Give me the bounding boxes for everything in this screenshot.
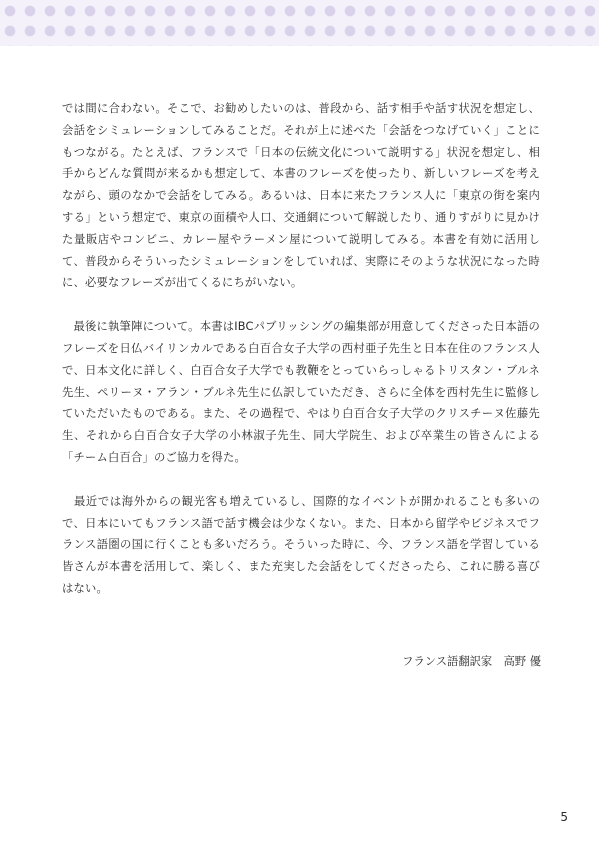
author-signature: フランス語翻訳家 高野 優 bbox=[402, 655, 541, 668]
page-number: 5 bbox=[560, 810, 568, 824]
paragraph-simulation: では間に合わない。そこで、お勧めしたいのは、普段から、話す相手や話す状況を想定し、会話をシミュレーションしてみることだ。それが上に述べた「会話をつなげていく」ことにもつながる。たとえば、フランスで「日本の伝統文化について説明する」状況を想定し、相手からどんな質問が来るかも想定して、本書のフレーズを使ったり、新しいフレーズを考えながら、頭のなかで会話をしてみる。あるいは、日本に来たフランス人に「東京の街を案内する」という想定で、東京の面積や人口、交通網について解説したり、通りすがりに見かけた量販店やコンビニ、カレー屋やラーメン屋について説明してみる。本書を有効に活用して、普段からそういったシミュレーションをしていれば、実際にそのような状況になった時に、必要なフレーズが出てくるにちがいない。 bbox=[62, 102, 540, 290]
paragraph-closing: 最近では海外からの観光客も増えているし、国際的なイベントが開かれることも多いので、日本にいてもフランス語で話す機会は少なくない。また、日本から留学やビジネスでフランス語圏の国に行くことも多いだろう。そういった時に、今、フランス語を学習している皆さんが本書を活用して、楽しく、また充実した会話をしてくださったら、これに勝る喜びはない。 bbox=[62, 494, 540, 595]
decorative-dot-header bbox=[0, 0, 599, 46]
body-text bbox=[62, 98, 540, 622]
paragraph-authors: 最後に執筆陣について。本書はIBCパブリッシングの編集部が用意してくださった日本語のフレーズを日仏バイリンカルである白百合女子大学の西村亜子先生と日本在住のフランス人で、日本文化に詳しく、白百合女子大学でも教鞭をとっていらっしゃるトリスタン・ブルネ先生、ペリーヌ・アラン・ブルネ先生に仏訳していただき、さらに全体を西村先生に監修していただいたものである。また、その過程で、やはり白百合女子大学のクリスチーヌ佐藤先生、それから白百合女子大学の小林淑子先生、同大学院生、および卒業生の皆さんによる「チーム白百合」のご協力を得た。 bbox=[62, 320, 540, 464]
